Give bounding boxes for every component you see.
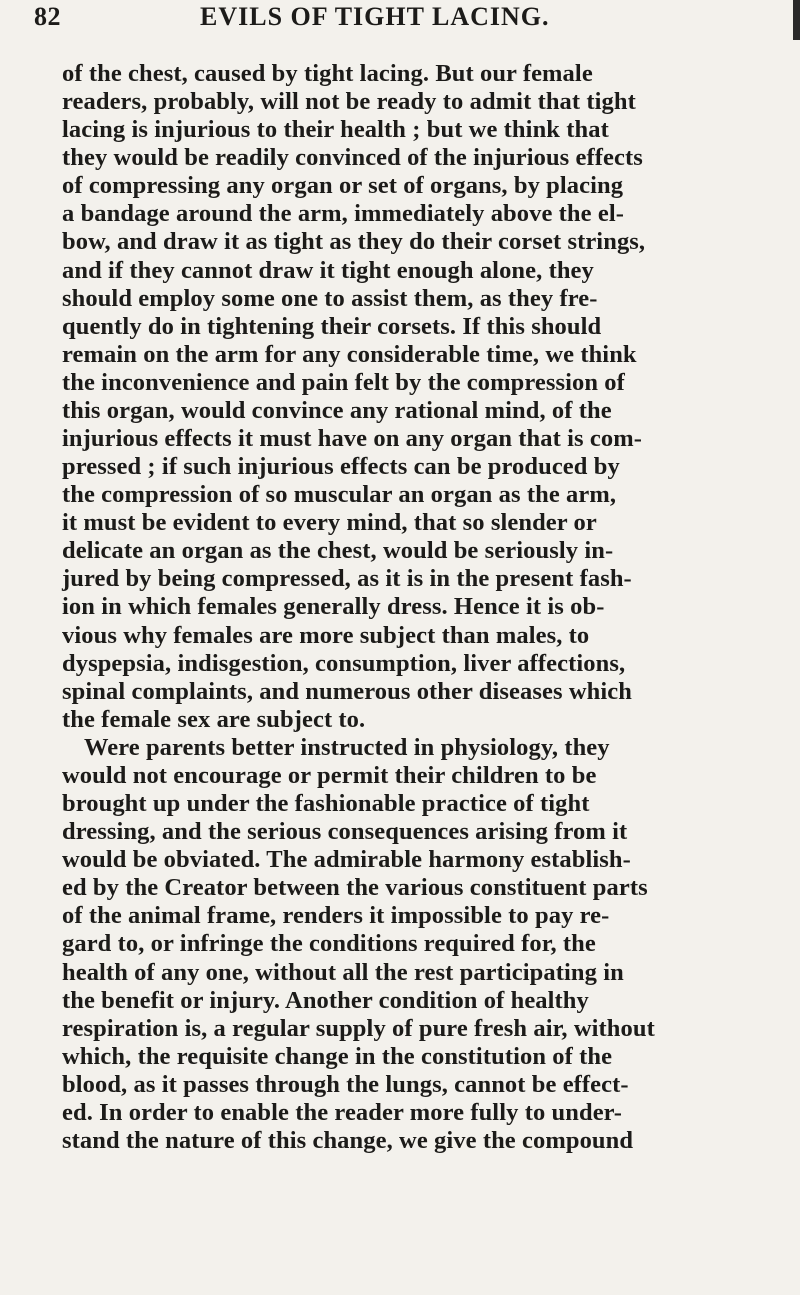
text-line: bow, and draw it as tight as they do their corset strings,	[62, 228, 646, 256]
running-head: EVILS OF TIGHT LACING.	[200, 2, 550, 31]
text-line: brought up under the fashionable practice of tight	[62, 790, 590, 818]
page-edge-shadow	[793, 0, 800, 40]
text-line: spinal complaints, and numerous other diseases which	[62, 677, 632, 705]
text-line: would not encourage or permit their children to be	[62, 761, 597, 789]
text-line: ion in which females generally dress. Hence it is ob-	[62, 593, 605, 621]
text-line: stand the nature of this change, we give the compound	[62, 1126, 634, 1154]
page-number: 82	[34, 2, 61, 31]
text-line: remain on the arm for any considerable time, we think	[62, 340, 637, 368]
text-line: a bandage around the arm, immediately above the el-	[62, 200, 624, 228]
text-line: the inconvenience and pain felt by the compression of	[62, 368, 625, 396]
text-line: blood, as it passes through the lungs, cannot be effect-	[62, 1070, 629, 1098]
text-line: delicate an organ as the chest, would be seriously in-	[62, 537, 614, 565]
text-line: lacing is injurious to their health ; but we think that	[62, 116, 609, 144]
text-line: dyspepsia, indisgestion, consumption, liver affections,	[62, 649, 626, 677]
text-line: of the chest, caused by tight lacing. But our female	[62, 60, 593, 87]
text-line: dressing, and the serious consequences arising from it	[62, 818, 628, 846]
text-line: gard to, or infringe the conditions required for, the	[62, 930, 596, 958]
text-line: the female sex are subject to.	[62, 705, 366, 733]
text-line: respiration is, a regular supply of pure fresh air, without	[62, 1014, 655, 1042]
body-text	[62, 60, 792, 1155]
text-line: it must be evident to every mind, that so slender or	[62, 509, 597, 537]
text-line: should employ some one to assist them, as they fre-	[62, 284, 598, 312]
text-line: health of any one, without all the rest participating in	[62, 958, 624, 986]
text-line: they would be readily convinced of the injurious effects	[62, 144, 643, 172]
text-line: jured by being compressed, as it is in the present fash-	[62, 565, 632, 593]
text-line: would be obviated. The admirable harmony establish-	[62, 846, 631, 874]
text-line: of the animal frame, renders it impossible to pay re-	[62, 902, 610, 930]
text-line: pressed ; if such injurious effects can be produced by	[62, 453, 620, 481]
text-line: ed. In order to enable the reader more fully to under-	[62, 1098, 622, 1126]
text-line: this organ, would convince any rational mind, of the	[62, 396, 612, 424]
text-line: injurious effects it must have on any organ that is com-	[62, 425, 642, 453]
text-line: which, the requisite change in the constitution of the	[62, 1042, 613, 1070]
text-line: vious why females are more subject than males, to	[62, 621, 590, 649]
text-line: quently do in tightening their corsets. If this should	[62, 312, 602, 340]
text-line: the benefit or injury. Another condition of healthy	[62, 986, 589, 1014]
text-line: the compression of so muscular an organ as the arm,	[62, 481, 617, 509]
text-line: of compressing any organ or set of organs, by placing	[62, 172, 624, 200]
text-line: and if they cannot draw it tight enough alone, they	[62, 256, 594, 284]
text-line: readers, probably, will not be ready to admit that tight	[62, 88, 636, 116]
paragraph-start-line: Were parents better instructed in physiology, they	[84, 733, 610, 761]
text-line: ed by the Creator between the various constituent parts	[62, 874, 648, 902]
